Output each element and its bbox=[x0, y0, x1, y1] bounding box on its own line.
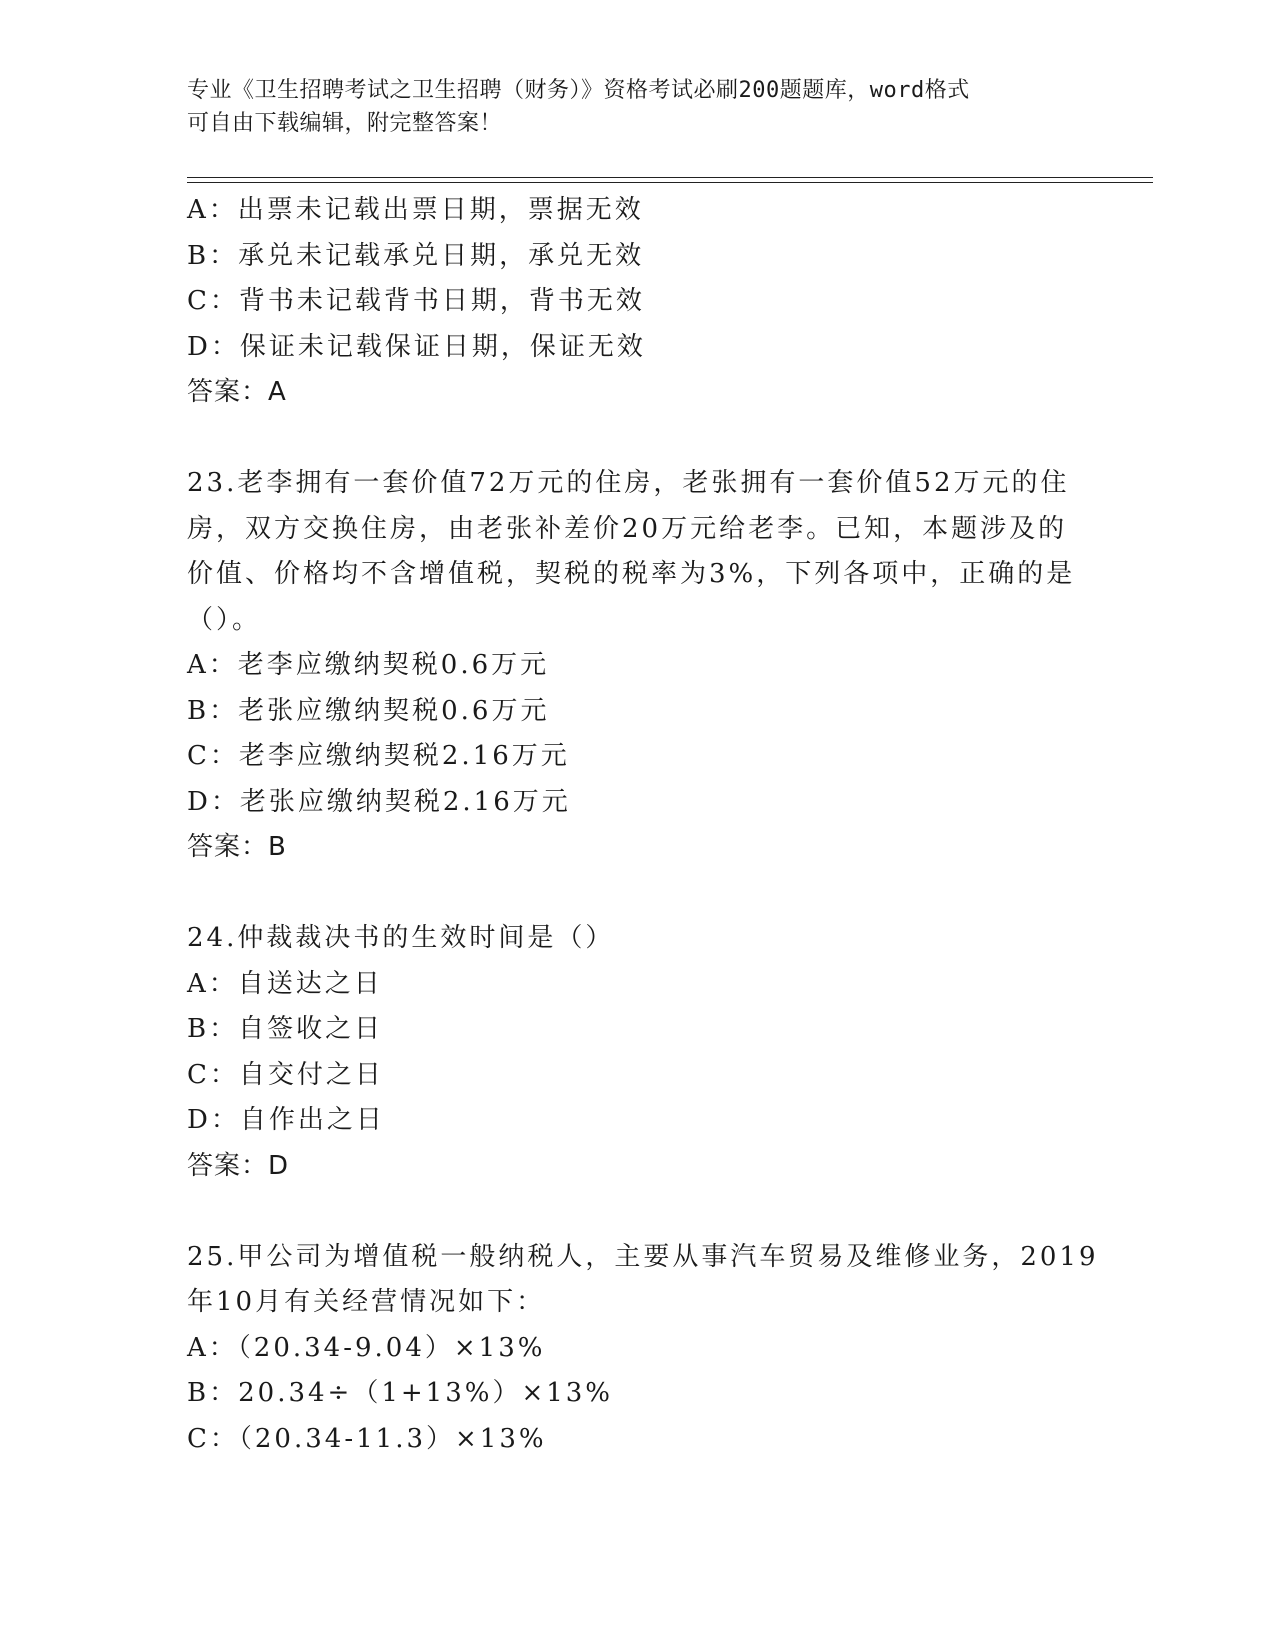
header-double-rule bbox=[187, 177, 1153, 183]
question-spacer bbox=[187, 871, 1087, 917]
option-c: C：背书未记载背书日期，背书无效 bbox=[187, 286, 645, 316]
question-list bbox=[187, 188, 1099, 1462]
option-d: D：老张应缴纳契税2.16万元 bbox=[187, 786, 571, 817]
option-c: C：（20.34-11.3）×13% bbox=[187, 1423, 547, 1454]
question-spacer bbox=[187, 416, 1087, 462]
option-a: A：老李应缴纳契税0.6万元 bbox=[187, 650, 550, 680]
question-spacer bbox=[187, 1189, 1087, 1235]
answer-line: 答案：B bbox=[187, 832, 287, 862]
option-d: D：自作出之日 bbox=[187, 1105, 385, 1135]
question-23 bbox=[187, 461, 1087, 871]
header-line-2: 可自由下载编辑，附完整答案！ bbox=[187, 111, 503, 136]
question-stem-line: 价值、价格均不含增值税，契税的税率为3%，下列各项中，正确的是 bbox=[187, 559, 1076, 589]
option-b: B：承兑未记载承兑日期，承兑无效 bbox=[187, 240, 645, 271]
question-stem-line: （）。 bbox=[187, 604, 262, 635]
answer-line: 答案：D bbox=[187, 1150, 290, 1181]
option-a: A：出票未记载出票日期，票据无效 bbox=[187, 195, 644, 225]
option-d: D：保证未记载保证日期，保证无效 bbox=[187, 331, 646, 362]
option-a: A：自送达之日 bbox=[187, 968, 383, 999]
question-stem-line: 23.老李拥有一套价值72万元的住房，老张拥有一套价值52万元的住 bbox=[187, 468, 1070, 498]
option-b: B：自签收之日 bbox=[187, 1014, 384, 1044]
option-c: C：自交付之日 bbox=[187, 1059, 384, 1090]
document-header bbox=[187, 74, 1067, 140]
option-c: C：老李应缴纳契税2.16万元 bbox=[187, 741, 570, 771]
option-b: B：老张应缴纳契税0.6万元 bbox=[187, 695, 550, 726]
question-24 bbox=[187, 916, 1087, 1189]
answer-line: 答案：A bbox=[187, 377, 287, 407]
question-stem-line: 25.甲公司为增值税一般纳税人，主要从事汽车贸易及维修业务，2019 bbox=[187, 1241, 1099, 1272]
question-stem-line: 24.仲裁裁决书的生效时间是（） bbox=[187, 923, 615, 953]
question-stem-line: 房，双方交换住房，由老张补差价20万元给老李。已知，本题涉及的 bbox=[187, 513, 1068, 544]
question-25 bbox=[187, 1235, 1099, 1463]
question-22 bbox=[187, 188, 1087, 416]
option-b: B：20.34÷（1+13%）×13% bbox=[187, 1378, 614, 1408]
question-stem-line: 年10月有关经营情况如下： bbox=[187, 1287, 546, 1317]
option-a: A：（20.34-9.04）×13% bbox=[187, 1332, 546, 1363]
header-line-1: 专业《卫生招聘考试之卫生招聘（财务）》资格考试必刷200题题库，word格式 bbox=[187, 78, 970, 103]
